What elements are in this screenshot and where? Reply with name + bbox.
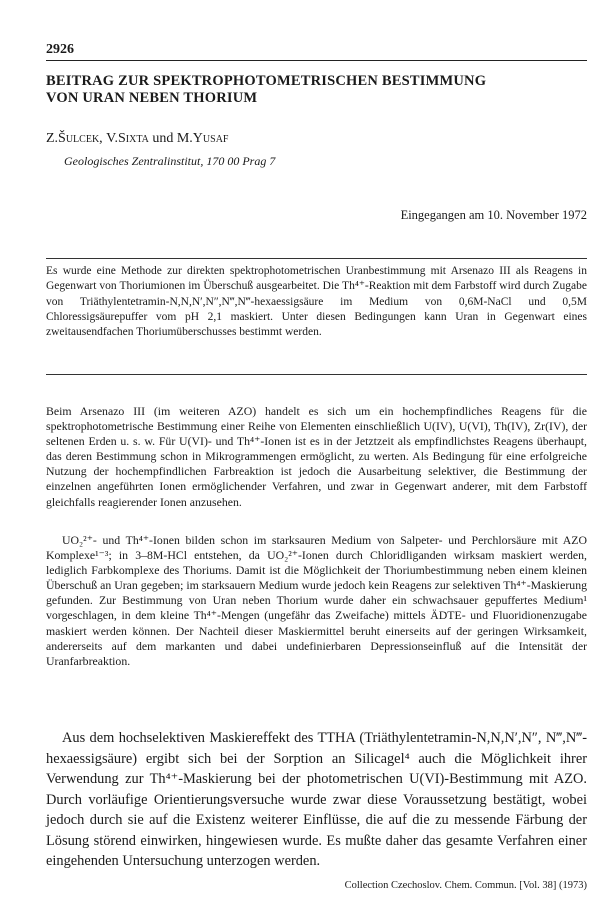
footer-citation: [345, 880, 587, 891]
author-separator-1: ,: [99, 131, 107, 146]
author-1: Z.Šulcek: [46, 131, 100, 146]
page-number: 2926: [46, 42, 74, 57]
author-list: [46, 131, 228, 147]
body-section-small: [46, 404, 587, 510]
abstract-text: Es wurde eine Methode zur direkten spektrophotometrischen Uranbestimmung mit Arsenazo III als Reagens in Gegenwart von Thoriumionen im Überschuß ausgearbeitet. Die Th⁴⁺-Reaktion mit dem Farbstoff wird durch Zugabe von Triäthylentetramin-N,N,N′,N″,N‴,N‴-hexaessigsäure im Medium von 0,6M-NaCl und 0,5M Chloressigsäurepuffer vom pH 2,1 maskiert. Unter diesen Bedingungen kann Uran in Gegenwart eines zweitausendfachen Thoriumüberschusses bestimmt werden.: [46, 265, 587, 339]
title-line-1: BEITRAG ZUR SPEKTROPHOTOMETRISCHEN BESTIMMUNG: [46, 73, 487, 89]
header-rule: [46, 60, 587, 61]
journal-volume: [Vol. 38]: [519, 880, 557, 891]
abstract-top-rule: [46, 258, 587, 259]
author-3: M.Yusaf: [176, 131, 229, 146]
journal-name: Collection Czechoslov. Chem. Commun.: [344, 880, 520, 891]
journal-year: (1973): [556, 880, 587, 891]
author-2: V.Sixta: [106, 131, 149, 146]
body-paragraph-1: Beim Arsenazo III (im weiteren AZO) handelt es sich um ein hochempfindliches Reagens für die spektrophotometrische Bestimmung einer Reihe von Elementen einschließlich U(IV), U(VI), Th(IV), Zr(IV), der seltenen Erden u. s. w. Für U(VI)- und Th⁴⁺-Ionen ist es in der Jetztzeit als empfindlichstes Reagens überhaupt, das deren Bestimmung schon in Mikrogrammengen ermöglicht, zu werten. Als Bedingung für eine erfolgreiche Nutzung der hochempfindlichen Farbreaktion ist jedoch die Ausarbeitung selektiver, die Bestimmung der einzelnen angeführten Ionen ermöglichender Verfahren, und zwar in Gegenwart anderer, mit dem Farbstoff gleichfalls reagierender Ionen anzusehen.: [46, 404, 587, 509]
title-line-2: VON URAN NEBEN THORIUM: [46, 90, 258, 106]
body-section-large: [46, 728, 587, 872]
abstract-bottom-rule: [46, 374, 587, 375]
received-date: Eingegangen am 10. November 1972: [400, 208, 587, 222]
body-paragraph-3: Aus dem hochselektiven Maskiereffekt des TTHA (Triäthylentetramin-N,N,N′,N″, N‴,N‴-hexaessigsäure) ergibt sich bei der Sorption an Silicagel⁴ auch die Möglichkeit ihrer Verwendung zur Th⁴⁺-Maskierung bei der photometrischen U(VI)-Bestimmung mit AZO. Durch vorläufige Orientierungsversuche wurde zwar diese Voraussetzung bestätigt, wobei jedoch durch sie auf die Existenz weiterer Einflüsse, die auf die zu messende Färbung der Lösung störend einwirken, hingewiesen wurde. Es mußte daher das gesamte Verfahren einer eingehenden Untersuchung unterzogen werden.: [46, 730, 587, 869]
body-paragraph-2: UO₂²⁺- und Th⁴⁺-Ionen bilden schon im starksauren Medium von Salpeter- und Perchlorsäure mit AZO Komplexe¹⁻³; in 3–8M-HCl entstehen, da UO₂²⁺-Ionen durch Chloridliganden wirksam maskiert werden, lediglich Farbkomplexe des Thoriums. Damit ist die Möglichkeit der Thoriumbestimmung neben einem kleinen Überschuß an Uran gegeben; im starksauern Medium wurde jedoch kein Reagens zur selektiven Th⁴⁺-Maskierung gefunden. Zur Bestimmung von Uran neben Thorium wurde daher ein schwachsauer gepuffertes Medium¹ vorgeschlagen, in dem kleine Th⁴⁺-Mengen (ungefähr das Zweifache) mittels ÄDTE- und Fluoridionenzugabe maskiert werden können. Der Nachteil dieser Maskiermittel beruht einerseits auf der geringen Wirksamkeit, andererseits auf dem markanten und dabei undefinierbaren Depressionseinfluß auf die Intensität der Uranfarbreaktion.: [46, 533, 587, 668]
body-section-small-2: [46, 533, 587, 669]
author-institute: Geologisches Zentralinstitut, 170 00 Prag 7: [64, 154, 276, 168]
article-title: [46, 73, 587, 107]
author-separator-2: und: [148, 131, 177, 146]
